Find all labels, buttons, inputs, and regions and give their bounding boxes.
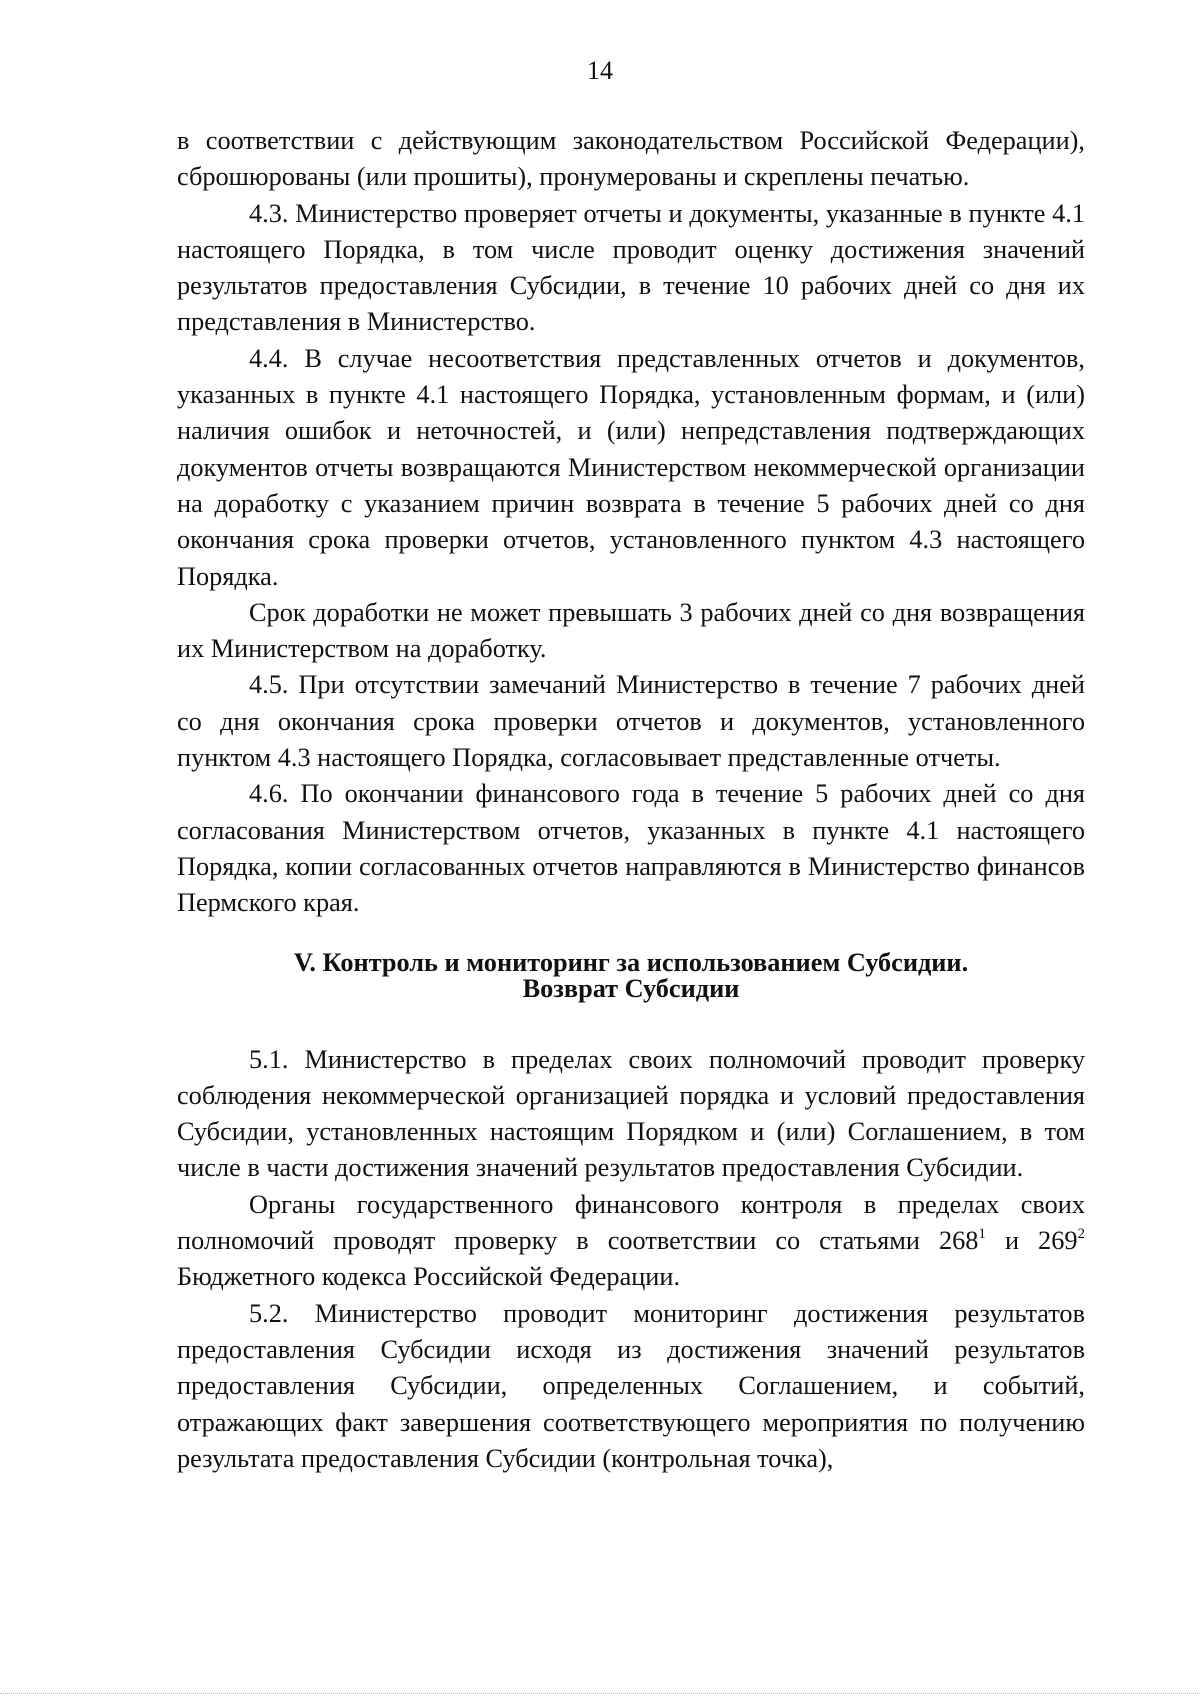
control-text-part-1: Органы государственного финансового контроля в пределах своих полномочий проводят проверку в соответствии со статьями 268	[177, 1189, 1085, 1256]
paragraph-4-4: 4.4. В случае несоответствия представленных отчетов и документов, указанных в пункте 4.1 настоящего Порядка, установленным формам, и (или) наличия ошибок и неточностей, и (или) непредставления подтверждающих документов отчеты возвращаются Министерством некоммерческой организации на доработку с указанием причин возврата в течение 5 рабочих дней со дня окончания срока проверки отчетов, установленного пунктом 4.3 настоящего Порядка.	[177, 343, 1085, 591]
footnote-sup-2: 2	[1077, 1226, 1085, 1243]
paragraph-financial-control	[177, 1187, 1085, 1296]
scan-edge-line	[0, 1693, 1200, 1695]
section-heading-line-1: V. Контроль и мониторинг за использованием Субсидии.	[293, 947, 969, 977]
control-text-part-2: и 269	[985, 1226, 1078, 1256]
paragraph-4-5: 4.5. При отсутствии замечаний Министерство в течение 7 рабочих дней со дня окончания срока проверки отчетов и документов, установленного пунктом 4.3 настоящего Порядка, согласовывает представленные отчеты.	[177, 670, 1085, 773]
paragraph-5-1: 5.1. Министерство в пределах своих полномочий проводит проверку соблюдения некоммерческой организацией порядка и условий предоставления Субсидии, установленных настоящим Порядком и (или) Соглашением, в том числе в части достижения значений результатов предоставления Субсидии.	[177, 1044, 1085, 1183]
document-body	[177, 123, 1085, 1477]
footnote-sup-1: 1	[978, 1226, 986, 1243]
paragraph-4-3: 4.3. Министерство проверяет отчеты и документы, указанные в пункте 4.1 настоящего Порядка, в том числе проводит оценку достижения значений результатов предоставления Субсидии, в течение 10 рабочих дней со дня их представления в Министерство.	[177, 198, 1085, 337]
paragraph-4-6: 4.6. По окончании финансового года в течение 5 рабочих дней со дня согласования Министерством отчетов, указанных в пункте 4.1 настоящего Порядка, копии согласованных отчетов направляются в Министерство финансов Пермского края.	[177, 779, 1085, 918]
paragraph-continuation: в соответствии с действующим законодательством Российской Федерации), сброшюрованы (или прошиты), пронумерованы и скреплены печатью.	[177, 126, 1085, 192]
control-text-part-3: Бюджетного кодекса Российской Федерации.	[177, 1262, 681, 1292]
page-number: 14	[587, 56, 613, 85]
section-heading	[177, 947, 1085, 1003]
paragraph-revision-term: Срок доработки не может превышать 3 рабочих дней со дня возвращения их Министерством на доработку.	[177, 597, 1085, 664]
section-heading-line-2: Возврат Субсидии	[522, 973, 740, 1003]
paragraph-5-2: 5.2. Министерство проводит мониторинг достижения результатов предоставления Субсидии исходя из достижения значений результатов предоставления Субсидии, определенных Соглашением, и событий, отражающих факт завершения соответствующего мероприятия по получению результата предоставления Субсидии (контрольная точка),	[177, 1298, 1085, 1473]
